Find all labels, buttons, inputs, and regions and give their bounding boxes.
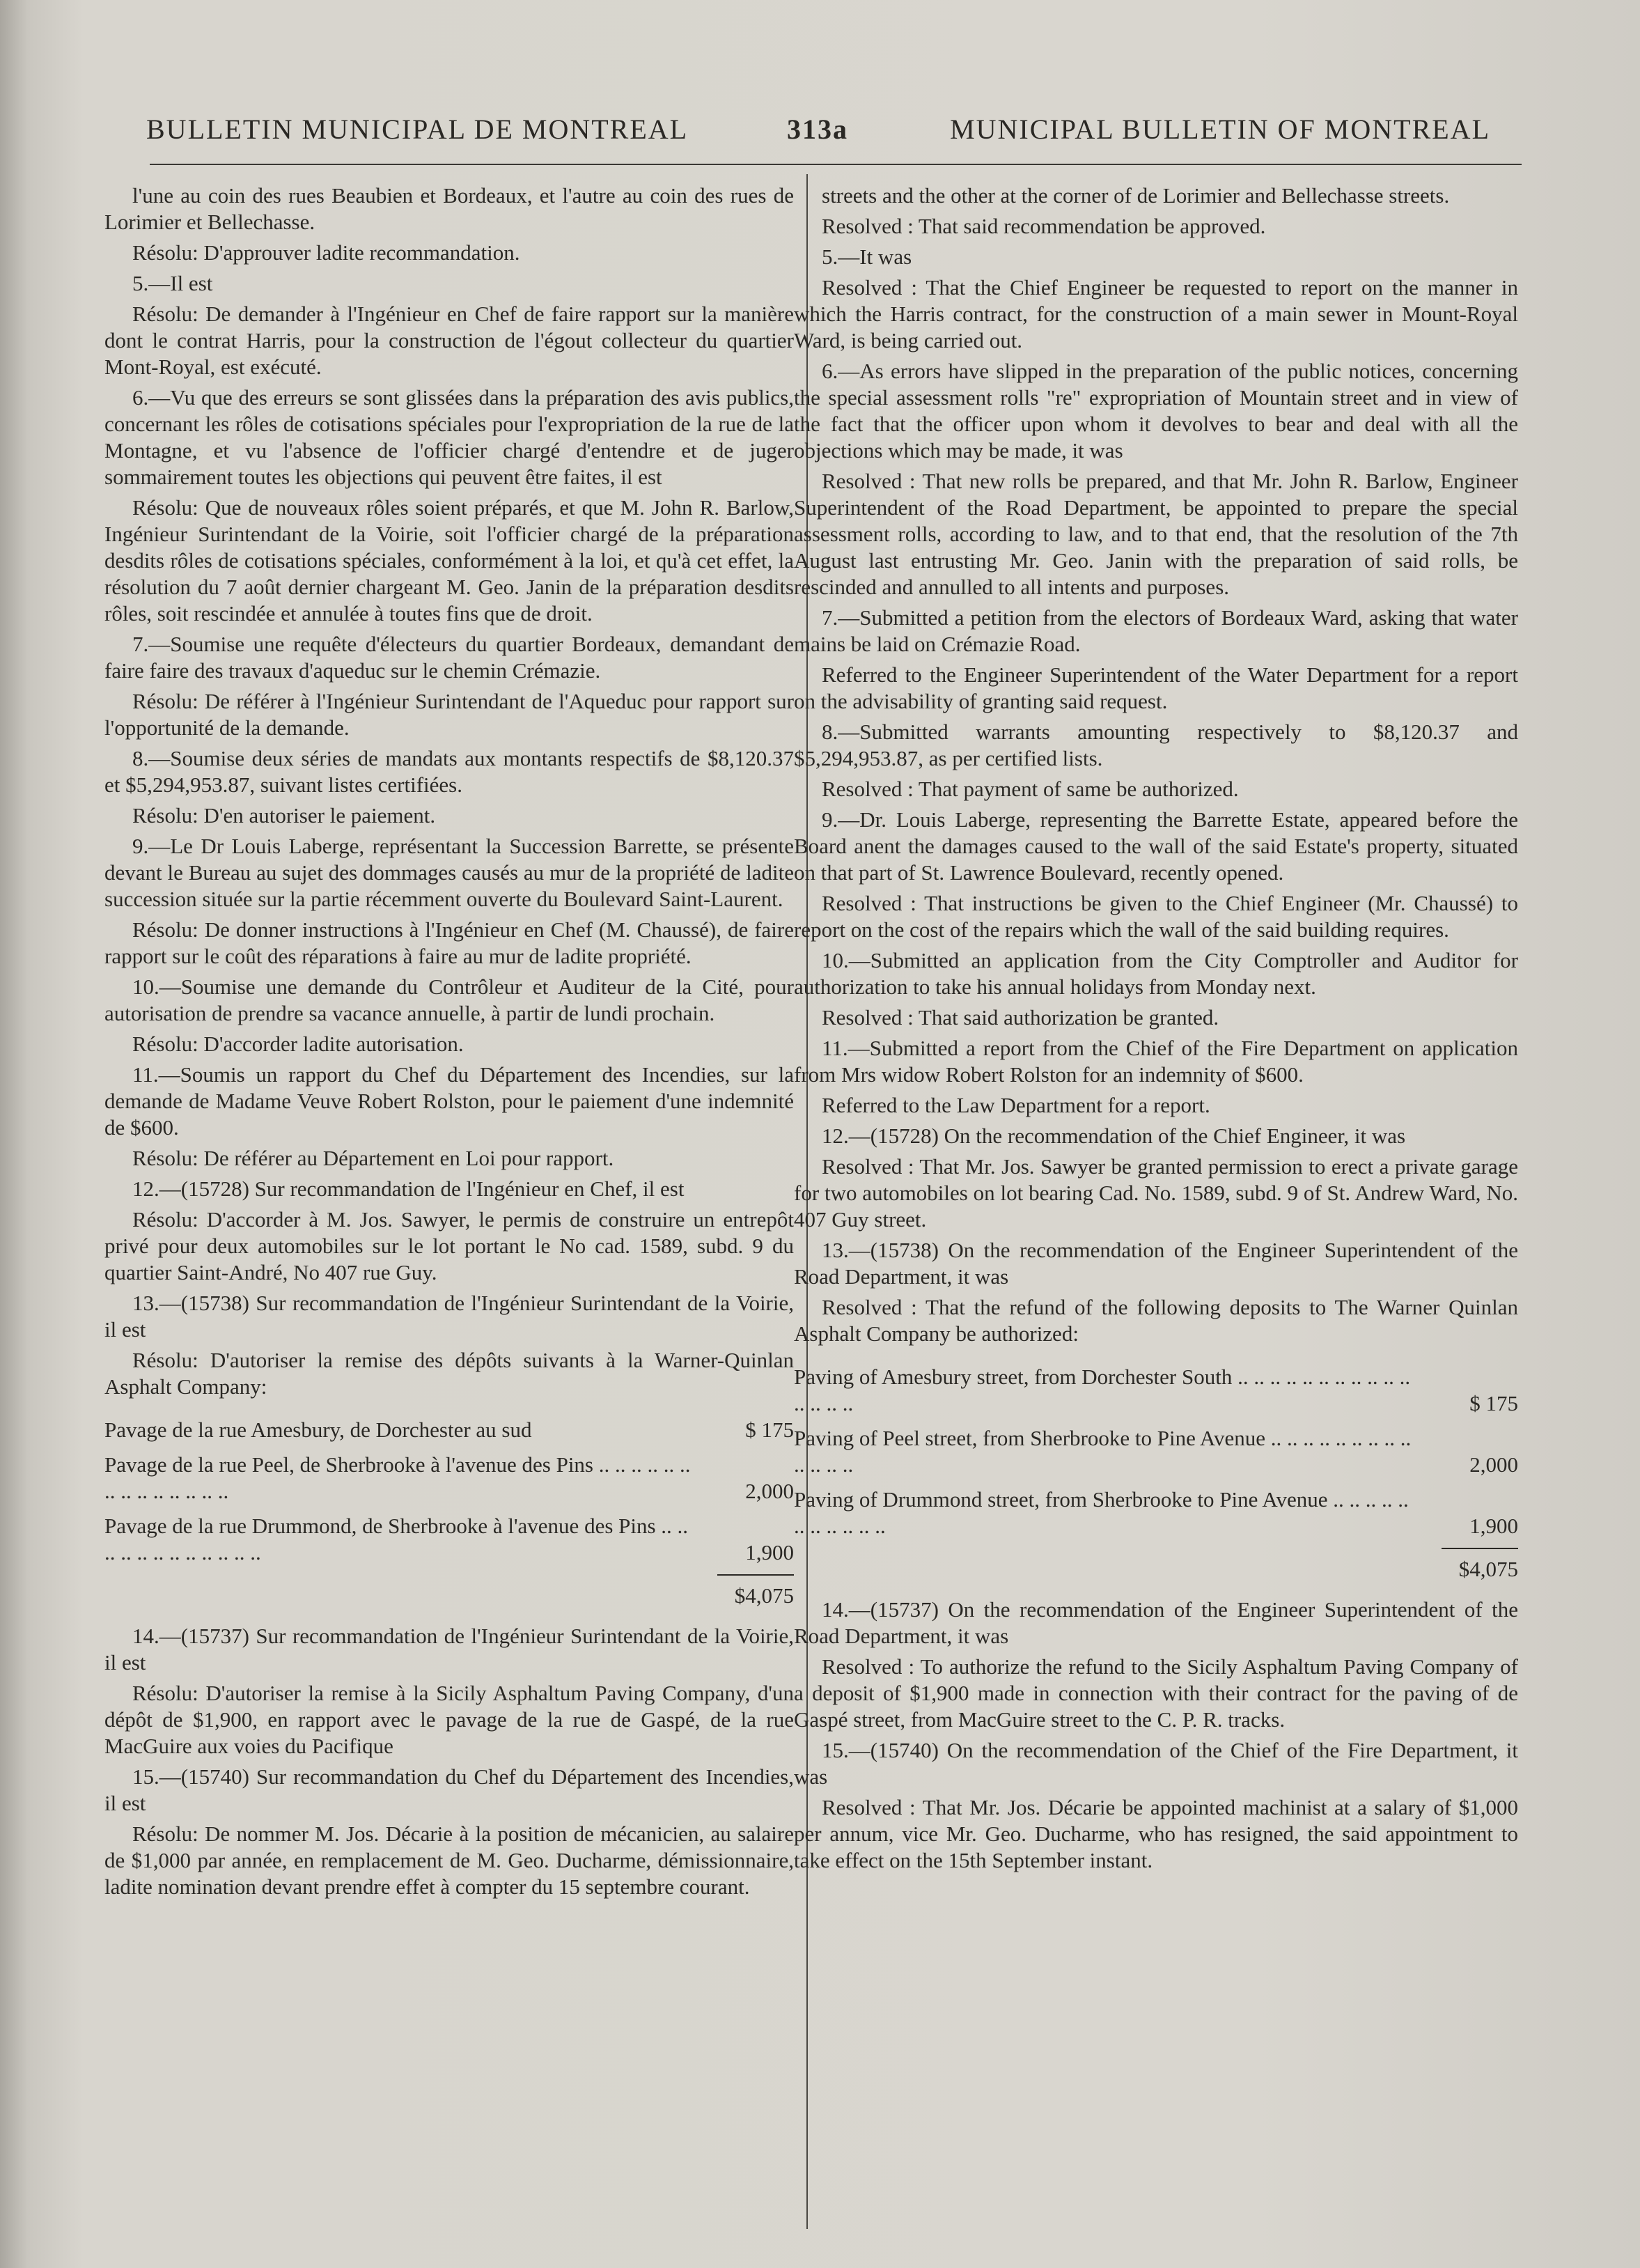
table-row — [104, 1413, 794, 1447]
paragraph: Résolu: De demander à l'Ingénieur en Chef de faire rapport sur la manière dont le contrat Harris, pour la construction de l'égout collecteur du quartier Mont-Royal, est exécuté. — [104, 302, 794, 379]
paragraph: 10.—Soumise une demande du Contrôleur et Auditeur de la Cité, pour autorisation de prendre sa vacance annuelle, à partir de lundi prochain. — [104, 974, 794, 1025]
table-row — [104, 1447, 794, 1509]
paragraph: Resolved : That said authorization be granted. — [822, 1005, 1219, 1030]
deposit-description: Pavage de la rue Amesbury, de Dorchester au sud — [104, 1418, 532, 1442]
paragraph: Résolu: D'en autoriser le paiement. — [132, 803, 436, 828]
paragraph: Résolu: De référer au Département en Loi pour rapport. — [132, 1146, 614, 1170]
deposit-description: Pavage de la rue Drummond, de Sherbrooke à l'avenue des Pins .. .. .. .. .. .. .. .. .. .. .. .. — [104, 1514, 689, 1564]
deposit-amount: 2,000 — [745, 1479, 794, 1503]
page-number: 313a — [787, 114, 848, 145]
deposit-amount: $ 175 — [745, 1418, 794, 1442]
english-column — [794, 182, 1518, 1878]
paragraph: 13.—(15738) Sur recommandation de l'Ingénieur Surintendant de la Voirie, il est — [104, 1291, 794, 1342]
paragraph: 14.—(15737) On the recommendation of the Engineer Superintendent of the Road Department, it was — [794, 1597, 1518, 1648]
header-title-en: MUNICIPAL BULLETIN OF MONTREAL — [950, 114, 1490, 145]
paragraph: Resolved : That Mr. Jos. Sawyer be granted permission to erect a private garage for two automobiles on lot bearing Cad. No. 1589, subd. 9 of St. Andrew Ward, No. 407 Guy street. — [794, 1154, 1518, 1232]
paragraph: Résolu: D'accorder à M. Jos. Sawyer, le permis de construire un entrepôt privé pour deux automobiles sur le lot portant le No cad. 1589, subd. 9 du quartier Saint-André, No 407 rue Guy. — [104, 1207, 794, 1284]
paragraph: 6.—As errors have slipped in the preparation of the public notices, concerning the special assessment rolls "re" expropriation of Mountain street and in view of the fact that the officer upon whom it devolves to bear and deal with all the objections which may be made, it was — [794, 359, 1518, 463]
paragraph: 15.—(15740) On the recommendation of the Chief of the Fire Department, it was — [794, 1738, 1518, 1789]
table-row — [794, 1360, 1518, 1421]
total-rule — [717, 1574, 794, 1576]
deposit-amount: 1,900 — [745, 1540, 794, 1564]
french-column — [104, 182, 794, 1904]
paragraph: streets and the other at the corner of de Lorimier and Bellechasse streets. — [822, 183, 1450, 208]
paragraph: 10.—Submitted an application from the City Comptroller and Auditor for authorization to take his annual holidays from Monday next. — [794, 948, 1518, 999]
deposit-description: Pavage de la rue Peel, de Sherbrooke à l'avenue des Pins .. .. .. .. .. .. .. .. .. .. .. .. .. .. — [104, 1452, 691, 1503]
total-rule — [1442, 1548, 1518, 1549]
paragraph: Resolved : That said recommendation be approved. — [822, 214, 1266, 238]
page-header — [146, 104, 1490, 153]
deposit-description: Paving of Drummond street, from Sherbrooke to Pine Avenue .. .. .. .. .. .. .. .. .. .. .. — [794, 1487, 1409, 1538]
deposit-description: Paving of Amesbury street, from Dorchester South .. .. .. .. .. .. .. .. .. .. .. .. .. .. .. — [794, 1365, 1411, 1415]
deposit-amount: 2,000 — [1469, 1452, 1518, 1477]
paragraph: Referred to the Engineer Superintendent of the Water Department for a report on the advisability of granting said request. — [794, 662, 1518, 713]
paragraph: Résolu: D'autoriser la remise à la Sicily Asphaltum Paving Company, d'un dépôt de $1,900, en rapport avec le pavage de la rue de Gaspé, de la rue MacGuire aux voies du Pacifique — [104, 1681, 794, 1758]
paragraph: 9.—Le Dr Louis Laberge, représentant la Succession Barrette, se présente devant le Bureau au sujet des dommages causés au mur de la propriété de ladite succession située sur la partie récemment ouverte du Boulevard Saint-Laurent. — [104, 834, 794, 911]
header-rule — [150, 164, 1522, 165]
table-row — [794, 1482, 1518, 1544]
deposit-description: Paving of Peel street, from Sherbrooke to Pine Avenue .. .. .. .. .. .. .. .. .. .. .. .. .. — [794, 1426, 1412, 1477]
paragraph: Resolved : That Mr. Jos. Décarie be appointed machinist at a salary of $1,000 per annum, vice Mr. Geo. Ducharme, who has resigned, the said appointment to take effect on the 15th September instant. — [794, 1795, 1518, 1872]
deposits-total: $4,075 — [734, 1583, 794, 1608]
header-title-fr: BULLETIN MUNICIPAL DE MONTREAL — [146, 114, 689, 145]
paragraph: Resolved : To authorize the refund to the Sicily Asphaltum Paving Company of a deposit of $1,900 made in connection with their contract for the paving of de Gaspé street, from MacGuire street to the C. P. R. tracks. — [794, 1654, 1518, 1732]
paragraph: l'une au coin des rues Beaubien et Bordeaux, et l'autre au coin des rues de Lorimier et Bellechasse. — [104, 183, 794, 234]
table-row — [104, 1509, 794, 1570]
paragraph: 6.—Vu que des erreurs se sont glissées dans la préparation des avis publics, concernant les rôles de cotisations spéciales pour l'expropriation de la rue de la Montagne, et vu l'absence de l'officier chargé d'entendre et de juger sommairement toutes les objections qui peuvent être faites, il est — [104, 385, 794, 489]
paragraph: 7.—Soumise une requête d'électeurs du quartier Bordeaux, demandant de faire faire des travaux d'aqueduc sur le chemin Crémazie. — [104, 632, 794, 683]
paragraph: Resolved : That payment of same be authorized. — [822, 777, 1239, 801]
table-row — [794, 1421, 1518, 1482]
paragraph: 8.—Submitted warrants amounting respectively to $8,120.37 and $5,294,953.87, as per certified lists. — [794, 720, 1518, 770]
paragraph: Résolu: D'accorder ladite autorisation. — [132, 1032, 464, 1056]
deposits-table — [794, 1360, 1518, 1544]
paragraph: 5.—Il est — [132, 271, 213, 295]
paragraph: 13.—(15738) On the recommendation of the Engineer Superintendent of the Road Department, it was — [794, 1238, 1518, 1289]
paragraph: Résolu: De donner instructions à l'Ingénieur en Chef (M. Chaussé), de faire rapport sur le coût des réparations à faire au mur de ladite propriété. — [104, 917, 794, 968]
paragraph: Resolved : That the refund of the following deposits to The Warner Quinlan Asphalt Company be authorized: — [794, 1295, 1518, 1346]
paragraph: Résolu: De nommer M. Jos. Décarie à la position de mécanicien, au salaire de $1,000 par année, en remplacement de M. Geo. Ducharme, démissionnaire, ladite nomination devant prendre effet à compter du 15 septembre courant. — [104, 1822, 794, 1899]
paragraph: Resolved : That new rolls be prepared, and that Mr. John R. Barlow, Engineer Superintendent of the Road Department, be appointed to prepare the special assessment rolls, according to law, and to that end, that the resolution of the 7th August last entrusting Mr. Geo. Janin with the preparation of said rolls, be rescinded and annulled to all intents and purposes. — [794, 469, 1518, 599]
paragraph: 15.—(15740) Sur recommandation du Chef du Département des Incendies, il est — [104, 1764, 794, 1815]
paragraph: 12.—(15728) On the recommendation of the Chief Engineer, it was — [822, 1124, 1406, 1148]
paragraph: Résolu: Que de nouveaux rôles soient préparés, et que M. John R. Barlow, Ingénieur Surintendant de la Voirie, soit l'officier chargé de la préparation desdits rôles de cotisations spéciales, conformément à la loi, et qu'à cet effet, la résolution du 7 août dernier chargeant M. Geo. Janin de la préparation desdits rôles, soit rescindée et annulée à toutes fins que de droit. — [104, 495, 794, 626]
paragraph: Resolved : That the Chief Engineer be requested to report on the manner in which the Harris contract, for the construction of a main sewer in Mount-Royal Ward, is being carried out. — [794, 275, 1518, 352]
paragraph: 11.—Soumis un rapport du Chef du Département des Incendies, sur la demande de Madame Veuve Robert Rolston, pour le paiement d'une indemnité de $600. — [104, 1062, 794, 1140]
paragraph: Résolu: De référer à l'Ingénieur Surintendant de l'Aqueduc pour rapport sur l'opportunité de la demande. — [104, 689, 794, 740]
paragraph: 8.—Soumise deux séries de mandats aux montants respectifs de $8,120.37 et $5,294,953.87, suivant listes certifiées. — [104, 746, 794, 797]
deposits-total: $4,075 — [1458, 1557, 1518, 1581]
deposits-table — [104, 1413, 794, 1570]
paragraph: 11.—Submitted a report from the Chief of the Fire Department on application from Mrs widow Robert Rolston for an indemnity of $600. — [794, 1036, 1518, 1087]
paragraph: 12.—(15728) Sur recommandation de l'Ingénieur en Chef, il est — [132, 1176, 685, 1201]
deposit-amount: $ 175 — [1469, 1391, 1518, 1415]
paragraph: 7.—Submitted a petition from the electors of Bordeaux Ward, asking that water mains be laid on Crémazie Road. — [794, 605, 1518, 656]
paragraph: 9.—Dr. Louis Laberge, representing the Barrette Estate, appeared before the Board anent the damages caused to the wall of the said Estate's property, situated on that part of St. Lawrence Boulevard, recently opened. — [794, 807, 1518, 885]
paragraph: Résolu: D'autoriser la remise des dépôts suivants à la Warner-Quinlan Asphalt Company: — [104, 1348, 794, 1399]
paragraph: Résolu: D'approuver ladite recommandation. — [132, 240, 520, 265]
paragraph: Resolved : That instructions be given to the Chief Engineer (Mr. Chaussé) to report on the cost of the repairs which the wall of the said building requires. — [794, 891, 1518, 942]
deposit-amount: 1,900 — [1469, 1514, 1518, 1538]
paragraph: 5.—It was — [822, 244, 912, 269]
paragraph: 14.—(15737) Sur recommandation de l'Ingénieur Surintendant de la Voirie, il est — [104, 1624, 794, 1675]
paragraph: Referred to the Law Department for a report. — [822, 1093, 1210, 1117]
